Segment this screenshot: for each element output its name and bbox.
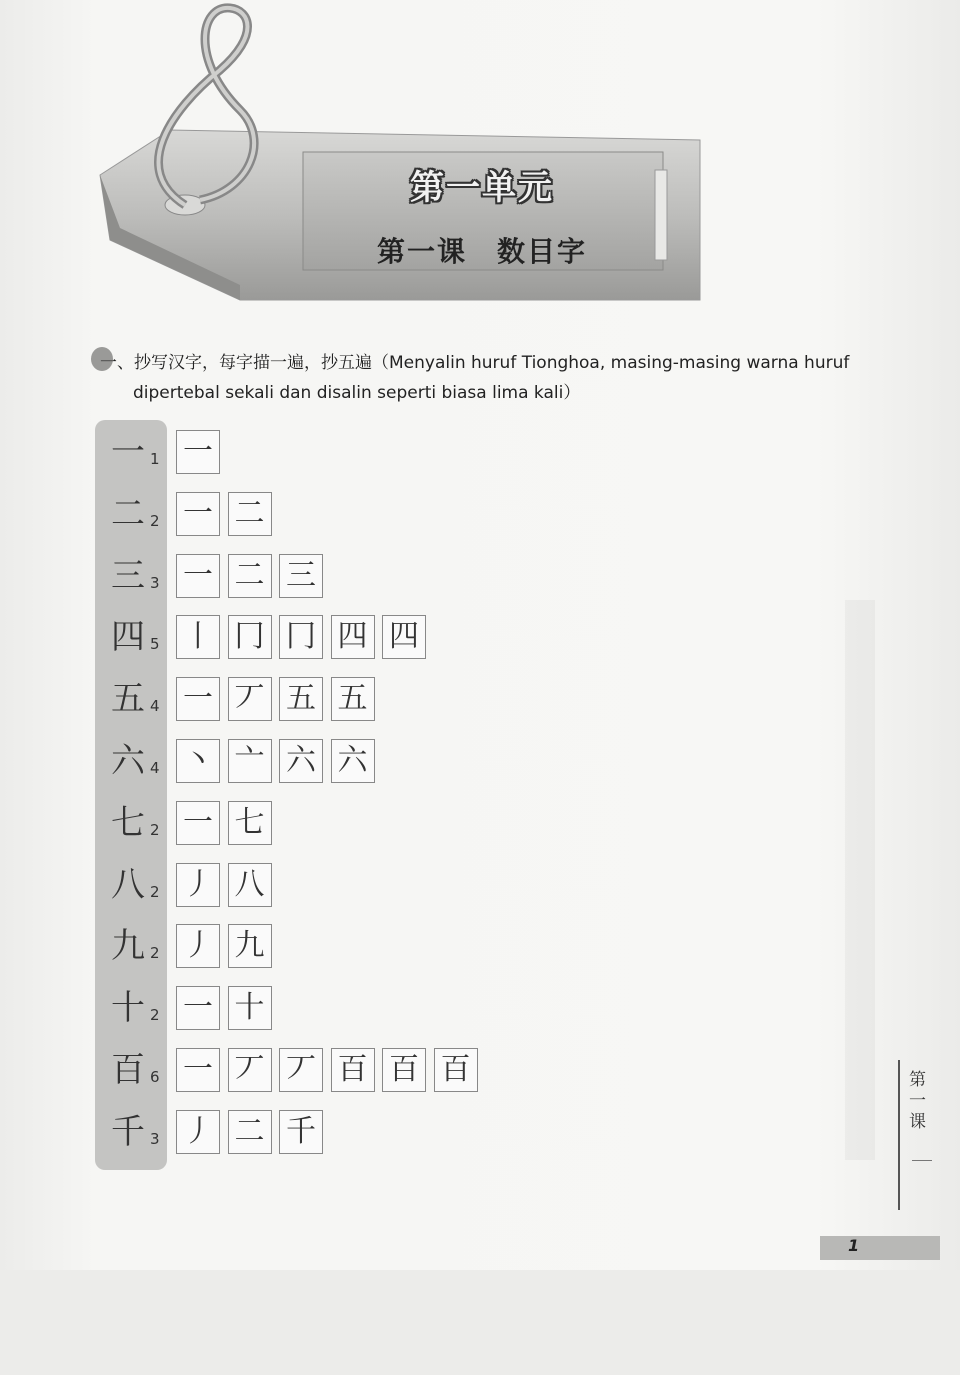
stroke-step-box: 九 bbox=[228, 924, 272, 968]
stroke-step-box: 六 bbox=[279, 739, 323, 783]
stroke-count: 5 bbox=[150, 635, 160, 654]
main-character: 九 bbox=[111, 926, 145, 967]
stroke-step-box: 二 bbox=[228, 554, 272, 598]
stroke-count: 3 bbox=[150, 1129, 160, 1148]
main-character: 百 bbox=[111, 1050, 145, 1090]
stroke-step-box: 一 bbox=[176, 1048, 220, 1092]
character-row bbox=[0, 613, 960, 661]
main-character: 八 bbox=[111, 864, 145, 905]
lesson-title: 第一课 数目字 bbox=[376, 235, 587, 268]
stroke-step-box: 七 bbox=[228, 801, 272, 845]
side-lines bbox=[912, 1160, 932, 1211]
stroke-count: 2 bbox=[150, 1006, 160, 1025]
side-lesson-label: 第一课 bbox=[905, 1070, 925, 1133]
stroke-step-box: 一 bbox=[176, 986, 220, 1030]
stroke-count: 1 bbox=[150, 450, 160, 468]
stroke-step-box: 丨 bbox=[176, 615, 220, 659]
character-row bbox=[0, 1046, 960, 1094]
stroke-step-box: 二 bbox=[228, 1110, 272, 1154]
page-number-bar bbox=[820, 1236, 940, 1260]
main-character: 千 bbox=[111, 1111, 145, 1152]
stroke-step-box: 四 bbox=[382, 615, 426, 659]
character-row bbox=[0, 984, 960, 1032]
stroke-step-box: 亠 bbox=[228, 739, 272, 783]
stroke-step-box: 丶 bbox=[176, 739, 220, 783]
stroke-step-box: 十 bbox=[228, 986, 272, 1030]
character-row bbox=[0, 922, 960, 970]
stroke-step-box: 三 bbox=[279, 554, 323, 598]
stroke-count: 4 bbox=[150, 759, 160, 777]
stroke-step-box: 丿 bbox=[176, 924, 220, 968]
stroke-count: 4 bbox=[150, 697, 160, 716]
stroke-count: 6 bbox=[150, 1068, 160, 1086]
stroke-step-box: 百 bbox=[382, 1048, 426, 1092]
stroke-step-box: 五 bbox=[331, 677, 375, 721]
stroke-step-box: 一 bbox=[176, 801, 220, 845]
stroke-step-box: 千 bbox=[279, 1110, 323, 1154]
main-character: 二 bbox=[111, 493, 145, 534]
character-row bbox=[0, 428, 960, 476]
stroke-count: 2 bbox=[150, 820, 160, 839]
page-bottom-margin bbox=[0, 1270, 960, 1375]
stroke-count: 3 bbox=[150, 573, 160, 592]
stroke-step-box: 冂 bbox=[279, 615, 323, 659]
stroke-step-box: 丿 bbox=[176, 863, 220, 907]
stroke-step-box: 五 bbox=[279, 677, 323, 721]
stroke-count: 2 bbox=[150, 944, 160, 963]
stroke-step-box: 百 bbox=[434, 1048, 478, 1092]
stroke-step-box: 一 bbox=[176, 677, 220, 721]
main-character: 四 bbox=[111, 617, 145, 658]
main-character: 六 bbox=[111, 741, 145, 781]
stroke-step-box: 百 bbox=[331, 1048, 375, 1092]
stroke-step-box: 丆 bbox=[228, 1048, 272, 1092]
character-row bbox=[0, 737, 960, 785]
instruction-text bbox=[100, 348, 870, 408]
character-row bbox=[0, 552, 960, 600]
stroke-step-box: 丆 bbox=[279, 1048, 323, 1092]
main-character: 七 bbox=[111, 802, 145, 843]
stroke-step-box: 一 bbox=[176, 430, 220, 474]
instruction-line-1: 一、抄写汉字，每字描一遍，抄五遍（Menyalin huruf Tionghoa, masing-masing warna huruf bbox=[100, 353, 850, 373]
main-character: 一 bbox=[111, 432, 145, 472]
character-row bbox=[0, 675, 960, 723]
main-character: 十 bbox=[111, 988, 145, 1029]
main-character: 五 bbox=[111, 679, 145, 720]
stroke-step-box: 丿 bbox=[176, 1110, 220, 1154]
character-row bbox=[0, 799, 960, 847]
stroke-step-box: 一 bbox=[176, 492, 220, 536]
character-row bbox=[0, 1108, 960, 1156]
stroke-step-box: 冂 bbox=[228, 615, 272, 659]
stroke-count: 2 bbox=[150, 511, 160, 530]
stroke-step-box: 一 bbox=[176, 554, 220, 598]
page-number: 1 bbox=[848, 1236, 860, 1255]
stroke-step-box: 八 bbox=[228, 863, 272, 907]
stroke-step-box: 丆 bbox=[228, 677, 272, 721]
character-row bbox=[0, 490, 960, 538]
stroke-step-box: 二 bbox=[228, 492, 272, 536]
stroke-step-box: 四 bbox=[331, 615, 375, 659]
character-row bbox=[0, 861, 960, 909]
stroke-step-box: 六 bbox=[331, 739, 375, 783]
stroke-count: 2 bbox=[150, 882, 160, 901]
main-character: 三 bbox=[111, 555, 145, 596]
unit-title: 第一单元 bbox=[410, 168, 554, 208]
instruction-line-2: dipertebal sekali dan disalin seperti biasa lima kali） bbox=[133, 383, 581, 403]
